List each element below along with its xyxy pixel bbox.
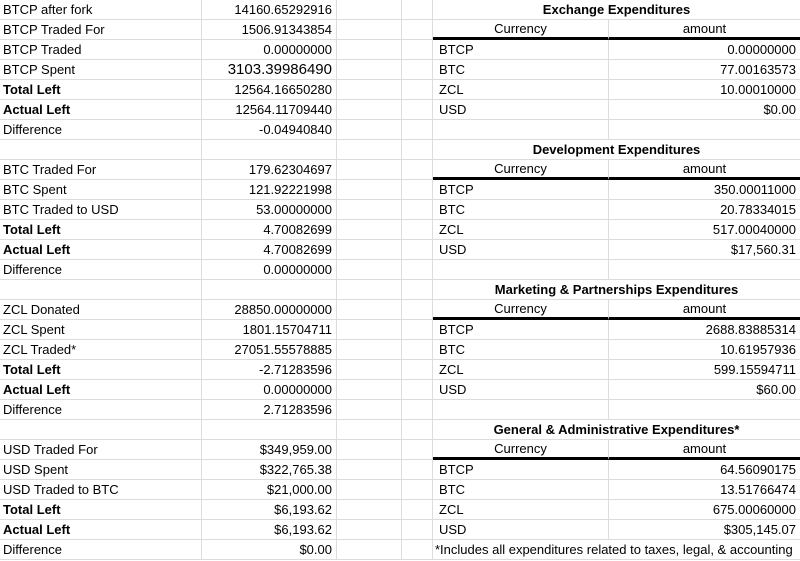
section-title-cell[interactable]: Exchange Expenditures [433,0,800,20]
spacer-cell[interactable] [402,20,433,40]
empty-cell[interactable] [337,260,402,280]
currency-header-cell[interactable]: Currency [433,20,609,40]
amount-cell[interactable]: 350.00011000 [609,180,800,200]
spacer-cell[interactable] [402,100,433,120]
spacer-cell[interactable] [402,500,433,520]
section-title-cell[interactable]: Development Expenditures [433,140,800,160]
amount-cell[interactable]: 64.56090175 [609,460,800,480]
spacer-cell[interactable] [402,140,433,160]
grid-row [0,280,800,300]
label-cell[interactable]: Difference [0,400,202,420]
empty-cell[interactable] [337,380,402,400]
label-cell[interactable]: BTCP Spent [0,60,202,80]
currency-cell[interactable]: ZCL [433,360,609,380]
value-cell[interactable]: $0.00 [202,540,337,560]
grid-row [0,80,800,100]
empty-cell[interactable] [337,20,402,40]
currency-cell[interactable]: BTC [433,340,609,360]
empty-cell[interactable] [337,220,402,240]
value-cell[interactable]: 4.70082699 [202,240,337,260]
grid-row [0,220,800,240]
amount-header-cell[interactable]: amount [609,440,800,460]
label-cell[interactable]: BTCP after fork [0,0,202,20]
amount-cell[interactable]: $17,560.31 [609,240,800,260]
grid-row [0,140,800,160]
empty-cell[interactable] [337,60,402,80]
currency-cell[interactable]: BTC [433,60,609,80]
label-cell[interactable]: BTCP Traded [0,40,202,60]
currency-cell[interactable]: USD [433,100,609,120]
empty-cell[interactable] [609,120,800,140]
currency-header-cell[interactable]: Currency [433,300,609,320]
empty-cell[interactable] [337,340,402,360]
empty-cell[interactable] [202,140,337,160]
amount-cell[interactable]: 517.00040000 [609,220,800,240]
currency-cell[interactable]: BTCP [433,40,609,60]
grid-row [0,360,800,380]
spacer-cell[interactable] [402,360,433,380]
grid-row [0,60,800,80]
empty-cell[interactable] [337,140,402,160]
empty-cell[interactable] [609,400,800,420]
value-cell[interactable]: 4.70082699 [202,220,337,240]
empty-cell[interactable] [337,280,402,300]
amount-header-cell[interactable]: amount [609,160,800,180]
spacer-cell[interactable] [402,160,433,180]
grid-row [0,260,800,280]
section-title-cell[interactable]: General & Administrative Expenditures* [433,420,800,440]
value-cell[interactable]: 27051.55578885 [202,340,337,360]
empty-cell[interactable] [337,40,402,60]
label-cell[interactable]: Total Left [0,500,202,520]
amount-cell[interactable]: $305,145.07 [609,520,800,540]
value-cell[interactable]: 12564.11709440 [202,100,337,120]
label-cell[interactable]: BTC Spent [0,180,202,200]
label-cell[interactable]: Difference [0,540,202,560]
currency-cell[interactable]: BTCP [433,320,609,340]
label-cell[interactable]: USD Traded to BTC [0,480,202,500]
spacer-cell[interactable] [402,420,433,440]
spacer-cell[interactable] [402,460,433,480]
label-cell[interactable]: ZCL Donated [0,300,202,320]
footnote-cell[interactable]: *Includes all expenditures related to taxes, legal, & accounting [433,540,800,560]
amount-cell[interactable]: 2688.83885314 [609,320,800,340]
label-cell[interactable]: ZCL Spent [0,320,202,340]
spacer-cell[interactable] [402,60,433,80]
value-cell[interactable]: 1801.15704711 [202,320,337,340]
label-cell[interactable]: Actual Left [0,380,202,400]
grid-row [0,460,800,480]
label-cell[interactable]: Actual Left [0,240,202,260]
value-cell[interactable]: 0.00000000 [202,380,337,400]
empty-cell[interactable] [0,280,202,300]
amount-cell[interactable]: 599.15594711 [609,360,800,380]
value-cell[interactable]: 0.00000000 [202,40,337,60]
value-cell[interactable]: $349,959.00 [202,440,337,460]
value-cell[interactable]: 2.71283596 [202,400,337,420]
label-cell[interactable]: Actual Left [0,520,202,540]
spacer-cell[interactable] [402,40,433,60]
currency-cell[interactable]: USD [433,520,609,540]
currency-cell[interactable]: USD [433,380,609,400]
value-cell[interactable]: -2.71283596 [202,360,337,380]
amount-cell[interactable]: 10.00010000 [609,80,800,100]
spacer-cell[interactable] [402,400,433,420]
spacer-cell[interactable] [402,520,433,540]
grid-row [0,160,800,180]
grid-row [0,40,800,60]
value-cell[interactable]: -0.04940840 [202,120,337,140]
grid-row [0,320,800,340]
value-cell[interactable]: $6,193.62 [202,500,337,520]
spacer-cell[interactable] [402,180,433,200]
empty-cell[interactable] [337,520,402,540]
currency-header-cell[interactable]: Currency [433,440,609,460]
amount-cell[interactable]: $0.00 [609,100,800,120]
spacer-cell[interactable] [402,0,433,20]
empty-cell[interactable] [337,200,402,220]
empty-cell[interactable] [337,80,402,100]
label-cell[interactable]: Total Left [0,220,202,240]
value-cell[interactable]: 121.92221998 [202,180,337,200]
value-cell[interactable]: 3103.39986490 [202,60,337,80]
section-title-cell[interactable]: Marketing & Partnerships Expenditures [433,280,800,300]
empty-cell[interactable] [337,440,402,460]
value-cell[interactable]: 28850.00000000 [202,300,337,320]
currency-header-cell[interactable]: Currency [433,160,609,180]
empty-cell[interactable] [202,420,337,440]
empty-cell[interactable] [337,240,402,260]
empty-cell[interactable] [433,260,609,280]
spacer-cell[interactable] [402,300,433,320]
spacer-cell[interactable] [402,280,433,300]
grid-row [0,0,800,20]
amount-header-cell[interactable]: amount [609,300,800,320]
empty-cell[interactable] [337,540,402,560]
label-cell[interactable]: ZCL Traded* [0,340,202,360]
amount-cell[interactable]: 675.00060000 [609,500,800,520]
value-cell[interactable]: $322,765.38 [202,460,337,480]
value-cell[interactable]: 12564.16650280 [202,80,337,100]
value-cell[interactable]: 53.00000000 [202,200,337,220]
currency-cell[interactable]: BTCP [433,460,609,480]
grid-row [0,180,800,200]
empty-cell[interactable] [337,400,402,420]
label-cell[interactable]: Total Left [0,360,202,380]
spacer-cell[interactable] [402,200,433,220]
empty-cell[interactable] [337,420,402,440]
spacer-cell[interactable] [402,80,433,100]
value-cell[interactable]: 1506.91343854 [202,20,337,40]
spacer-cell[interactable] [402,120,433,140]
amount-cell[interactable]: 20.78334015 [609,200,800,220]
empty-cell[interactable] [433,120,609,140]
grid-row [0,200,800,220]
grid-row [0,240,800,260]
currency-cell[interactable]: ZCL [433,220,609,240]
label-cell[interactable]: Total Left [0,80,202,100]
amount-cell[interactable]: 77.00163573 [609,60,800,80]
empty-cell[interactable] [337,360,402,380]
empty-cell[interactable] [337,460,402,480]
value-cell[interactable]: 0.00000000 [202,260,337,280]
grid-row [0,440,800,460]
value-cell[interactable]: $6,193.62 [202,520,337,540]
grid-row [0,100,800,120]
currency-cell[interactable]: ZCL [433,80,609,100]
spacer-cell[interactable] [402,260,433,280]
amount-cell[interactable]: 13.51766474 [609,480,800,500]
currency-cell[interactable]: BTCP [433,180,609,200]
empty-cell[interactable] [337,180,402,200]
label-cell[interactable]: BTC Traded For [0,160,202,180]
spacer-cell[interactable] [402,340,433,360]
empty-cell[interactable] [337,300,402,320]
currency-cell[interactable]: ZCL [433,500,609,520]
label-cell[interactable]: Actual Left [0,100,202,120]
empty-cell[interactable] [337,0,402,20]
currency-cell[interactable]: BTC [433,480,609,500]
label-cell[interactable]: BTCP Traded For [0,20,202,40]
spacer-cell[interactable] [402,540,433,560]
spacer-cell[interactable] [402,380,433,400]
grid-row [0,540,800,560]
amount-header-cell[interactable]: amount [609,20,800,40]
currency-cell[interactable]: USD [433,240,609,260]
grid-row [0,380,800,400]
empty-cell[interactable] [433,400,609,420]
empty-cell[interactable] [202,280,337,300]
empty-cell[interactable] [337,480,402,500]
amount-cell[interactable]: 0.00000000 [609,40,800,60]
grid-row [0,340,800,360]
empty-cell[interactable] [337,120,402,140]
grid-row [0,20,800,40]
grid-row [0,420,800,440]
currency-cell[interactable]: BTC [433,200,609,220]
spacer-cell[interactable] [402,320,433,340]
empty-cell[interactable] [337,160,402,180]
label-cell[interactable]: Difference [0,260,202,280]
spacer-cell[interactable] [402,240,433,260]
empty-cell[interactable] [0,420,202,440]
grid-row [0,500,800,520]
grid-row [0,480,800,500]
grid-row [0,520,800,540]
empty-cell[interactable] [337,320,402,340]
grid-row [0,400,800,420]
grid-row [0,300,800,320]
spacer-cell[interactable] [402,440,433,460]
empty-cell[interactable] [0,140,202,160]
grid-row [0,120,800,140]
spacer-cell[interactable] [402,220,433,240]
value-cell[interactable]: 179.62304697 [202,160,337,180]
empty-cell[interactable] [337,500,402,520]
empty-cell[interactable] [609,260,800,280]
value-cell[interactable]: $21,000.00 [202,480,337,500]
empty-cell[interactable] [337,100,402,120]
label-cell[interactable]: BTC Traded to USD [0,200,202,220]
label-cell[interactable]: Difference [0,120,202,140]
spacer-cell[interactable] [402,480,433,500]
amount-cell[interactable]: 10.61957936 [609,340,800,360]
value-cell[interactable]: 14160.65292916 [202,0,337,20]
label-cell[interactable]: USD Traded For [0,440,202,460]
label-cell[interactable]: USD Spent [0,460,202,480]
amount-cell[interactable]: $60.00 [609,380,800,400]
